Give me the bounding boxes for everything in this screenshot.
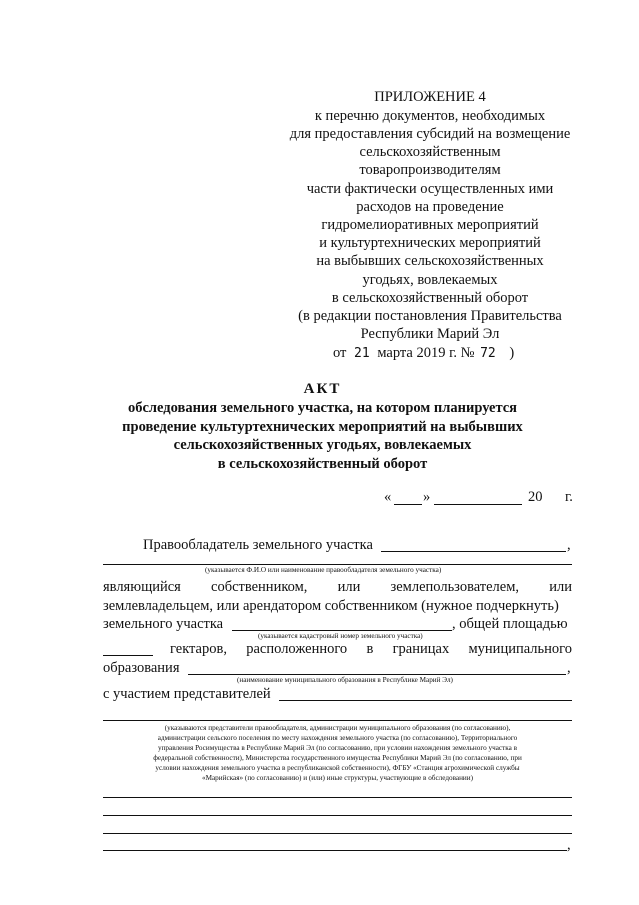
area-label: , общей площадью	[452, 616, 568, 632]
year-prefix: 20	[528, 489, 543, 505]
row-word: муниципального	[468, 641, 572, 657]
blank-line[interactable]	[103, 797, 572, 798]
municipality-comma: ,	[567, 660, 571, 676]
amendment-date	[333, 346, 514, 361]
header-line: в сельскохозяйственный оборот	[331, 290, 529, 306]
act-subtitle-line: проведение культуртехнических мероприятий на выбывших	[122, 419, 523, 435]
date-month-field[interactable]	[434, 504, 522, 505]
blank-line[interactable]	[103, 850, 567, 851]
date-close-quote: »	[423, 489, 431, 505]
date-day: 21	[354, 346, 370, 361]
header-line: расходов на проведение	[356, 199, 504, 215]
owner-label: Правообладатель земельного участка	[143, 537, 373, 553]
note-cadastral: (указывается кадастровый номер земельного участка)	[258, 632, 423, 640]
date-close: )	[509, 345, 515, 361]
note-representatives: условии нахождения земельного участка в республиканской собственности), ФГБУ «Станция агрохимической службы	[155, 764, 520, 772]
municipality-field[interactable]	[188, 674, 566, 675]
row-word: границах	[392, 641, 450, 657]
row-word: гектаров,	[170, 641, 227, 657]
header-line: сельскохозяйственным	[359, 144, 501, 160]
note-representatives: управления Росимущества в Республике Марий Эл (по согласованию, при условии нахождения земельного участка в	[157, 744, 518, 752]
owner-field[interactable]	[381, 551, 566, 552]
note-representatives: «Марийская» (по согласованию) и (или) иные структуры, участвующие в обследовании)	[202, 774, 473, 782]
row-word: в	[366, 641, 374, 657]
date-day-field[interactable]	[394, 504, 422, 505]
header-line: и культуртехнических мероприятий	[319, 235, 541, 251]
header-line: на выбывших сельскохозяйственных	[316, 253, 544, 269]
note-municipal: (наименование муниципального образования в Республике Марий Эл)	[237, 676, 453, 684]
act-subtitle-line: сельскохозяйственных угодьях, вовлекаемых	[173, 437, 472, 453]
note-owner: (указывается Ф.И.О или наименование правообладателя земельного участка)	[205, 566, 442, 574]
header-line: товаропроизводителям	[359, 162, 501, 178]
date-prefix: от	[333, 345, 347, 361]
header-line: части фактически осуществленных ими	[306, 181, 554, 197]
final-comma: ,	[567, 837, 571, 853]
owner-comma: ,	[567, 537, 571, 553]
note-representatives: федеральной собственности), Министерства государственного имущества Республики Марий Эл (по согласованию, при	[153, 754, 522, 762]
blank-line[interactable]	[103, 815, 572, 816]
municipality-label: образования	[103, 660, 180, 676]
header-line: для предоставления субсидий на возмещение	[289, 126, 571, 142]
ownership-type-row: землевладельцем, или арендатором собственником (нужное подчеркнуть)	[103, 598, 559, 614]
owner-status-row	[103, 580, 572, 595]
row-word: собственником,	[211, 579, 308, 595]
area-hectares-field[interactable]	[103, 655, 153, 656]
row-word: или	[549, 579, 572, 595]
header-line: Республики Марий Эл	[360, 326, 500, 342]
date-open-quote: «	[384, 489, 392, 505]
cadastral-number-field[interactable]	[232, 630, 452, 631]
year-suffix: г.	[565, 489, 573, 505]
blank-line[interactable]	[103, 833, 572, 834]
note-representatives: администрации сельского поселения по месту нахождения земельного участка (по согласованию), Территориального	[157, 734, 518, 742]
header-line: угодьях, вовлекаемых	[362, 272, 498, 288]
row-word: расположенного	[246, 641, 348, 657]
row-word: или	[337, 579, 361, 595]
header-line: гидромелиоративных мероприятий	[321, 217, 539, 233]
act-subtitle-line: в сельскохозяйственный оборот	[217, 456, 428, 472]
row-word: являющийся	[103, 579, 181, 595]
location-row	[170, 642, 572, 657]
act-title: АКТ	[303, 381, 342, 397]
header-line: (в редакции постановления Правительства	[298, 308, 562, 324]
representatives-field-continued[interactable]	[103, 720, 572, 721]
owner-field-continued[interactable]	[103, 564, 572, 565]
decree-number: 72	[480, 346, 496, 361]
row-word: землепользователем,	[390, 579, 520, 595]
representatives-label: с участием представителей	[103, 686, 271, 702]
header-line: к перечню документов, необходимых	[314, 108, 546, 124]
date-rest: марта 2019 г. №	[377, 345, 475, 361]
act-subtitle-line: обследования земельного участка, на котором планируется	[127, 400, 518, 416]
appendix-number: ПРИЛОЖЕНИЕ 4	[374, 89, 486, 105]
note-representatives: (указываются представители правообладателя, администрации муниципального образования (по согласованию),	[164, 724, 511, 732]
representatives-field[interactable]	[279, 700, 572, 701]
parcel-label: земельного участка	[103, 616, 224, 632]
